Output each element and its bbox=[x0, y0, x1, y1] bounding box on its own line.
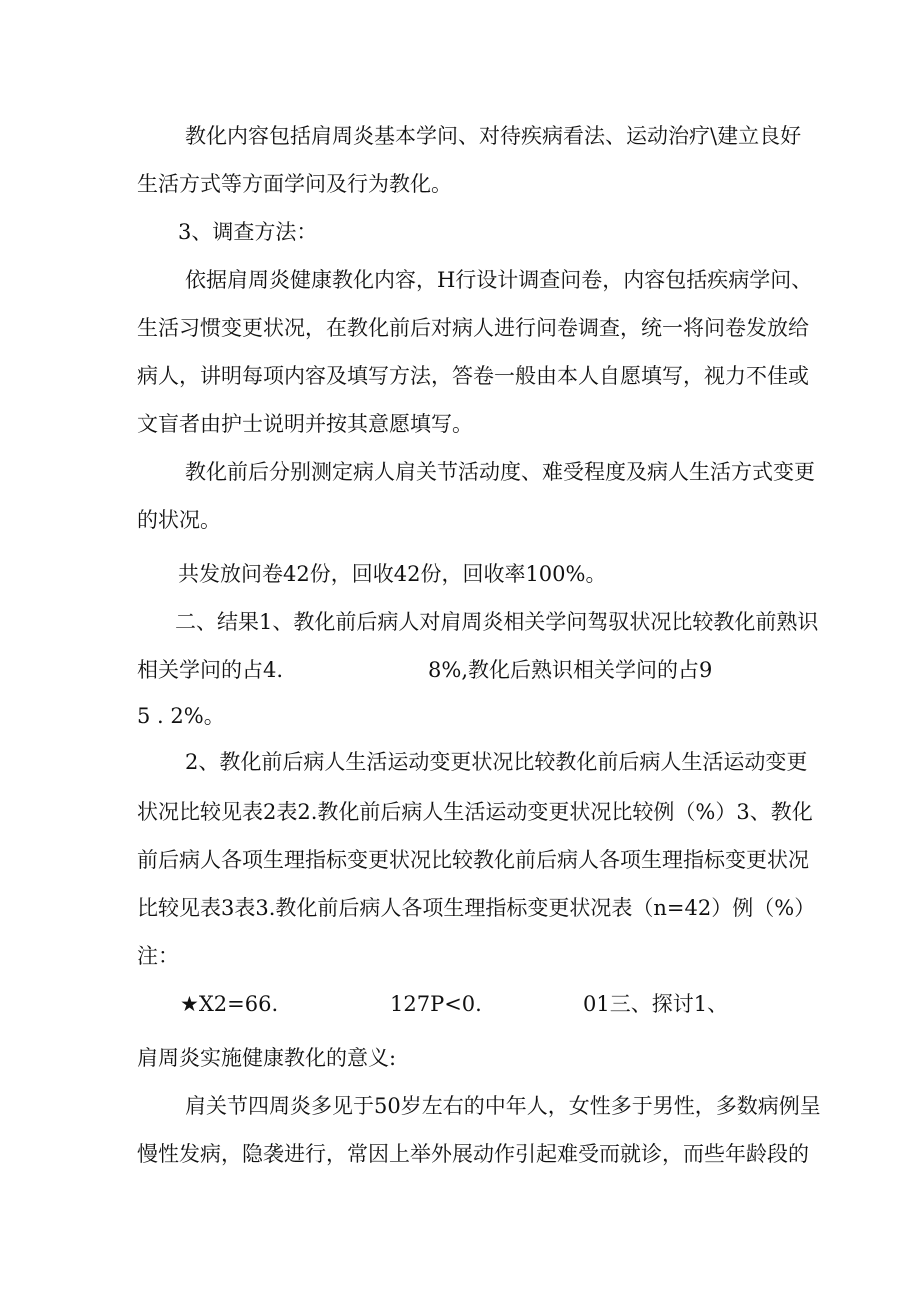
paragraph-line: 慢性发病，隐袭进行，常因上举外展动作引起难受而就诊，而些年龄段的 bbox=[137, 1142, 809, 1166]
paragraph-line: 前后病人各项生理指标变更状况比较教化前后病人各项生理指标变更状况 bbox=[137, 848, 809, 872]
section-heading: 肩周炎实施健康教化的意义: bbox=[137, 1046, 397, 1070]
paragraph-line: 共发放问卷42份，回收42份，回收率100%。 bbox=[178, 562, 607, 586]
paragraph-line: 的状况。 bbox=[137, 508, 221, 532]
section-heading: 3、调查方法： bbox=[178, 220, 318, 244]
paragraph-line: 生活方式等方面学问及行为教化。 bbox=[137, 172, 452, 196]
paragraph-line: 文盲者由护士说明并按其意愿填写。 bbox=[137, 412, 473, 436]
paragraph-line: 状况比较见表2表2.教化前后病人生活运动变更状况比较例（%）3、教化 bbox=[137, 800, 813, 824]
paragraph-line: 教化内容包括肩周炎基本学问、对待疾病看法、运动治疗\建立良好 bbox=[185, 124, 802, 148]
paragraph-line: 病人，讲明每项内容及填写方法，答卷一般由本人自愿填写，视力不佳或 bbox=[137, 364, 809, 388]
paragraph-line: 注： bbox=[137, 944, 179, 968]
paragraph-line: 8%,教化后熟识相关学问的占9 bbox=[428, 658, 713, 682]
paragraph-line: 依据肩周炎健康教化内容，H行设计调查问卷，内容包括疾病学问、 bbox=[185, 268, 813, 292]
section-heading: 二、结果1、教化前后病人对肩周炎相关学问驾驭状况比较教化前熟识 bbox=[175, 610, 819, 634]
paragraph-line: 生活习惯变更状况，在教化前后对病人进行问卷调查，统一将问卷发放给 bbox=[137, 316, 809, 340]
paragraph-line: 5 . 2%。 bbox=[137, 704, 225, 728]
paragraph-line: ★X2=66. bbox=[180, 992, 279, 1016]
paragraph-line: 2、教化前后病人生活运动变更状况比较教化前后病人生活运动变更 bbox=[185, 750, 808, 774]
paragraph-line: 相关学问的占4. bbox=[137, 658, 284, 682]
paragraph-line: 01三、探讨1、 bbox=[583, 992, 729, 1016]
paragraph-line: 比较见表3表3.教化前后病人各项生理指标变更状况表（n=42）例（%） bbox=[137, 896, 816, 920]
paragraph-line: 127P<0. bbox=[390, 992, 482, 1016]
paragraph-line: 肩关节四周炎多见于50岁左右的中年人，女性多于男性，多数病例呈 bbox=[185, 1094, 821, 1118]
paragraph-line: 教化前后分别测定病人肩关节活动度、难受程度及病人生活方式变更 bbox=[185, 460, 815, 484]
